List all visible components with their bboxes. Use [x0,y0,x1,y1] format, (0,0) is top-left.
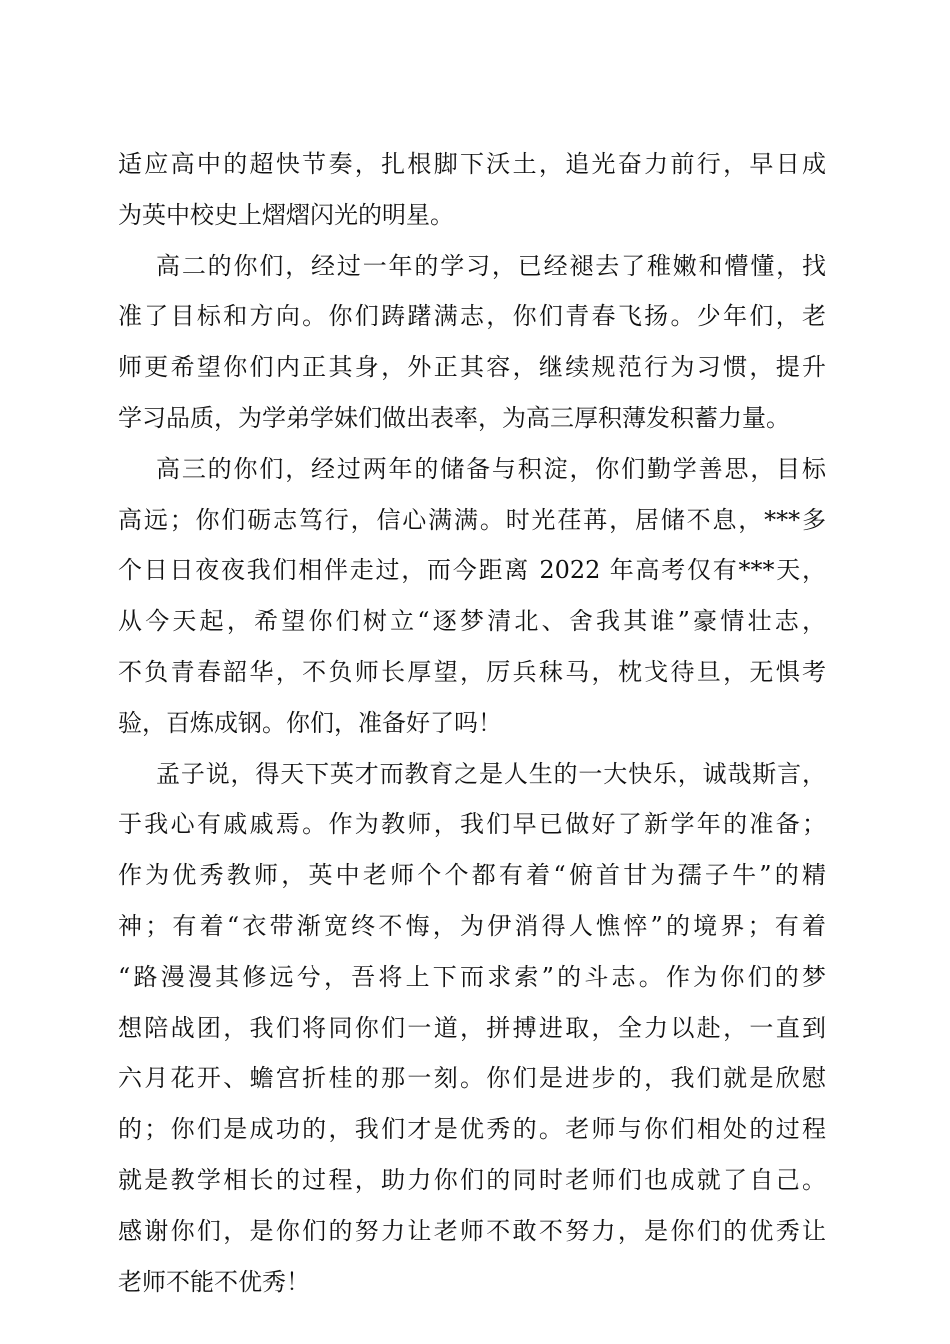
paragraph-4-line-1: 孟子说，得天下英才而教育之是人生的一大快乐，诚哉斯言， [156,759,826,788]
paragraph-3-line-2: 高远；你们砺志笃行，信心满满。时光荏苒，居储不息，***多 [118,505,826,534]
paragraph-4-line-9: 就是教学相长的过程，助力你们的同时老师们也成就了自己。 [118,1165,826,1194]
paragraph-4-line-2: 于我心有戚戚焉。作为教师，我们早已做好了新学年的准备； [118,810,826,839]
paragraph-3-line-3: 个日日夜夜我们相伴走过，而今距离 2022 年高考仅有***天， [118,556,826,585]
paragraph-2-line-2: 准了目标和方向。你们踌躇满志，你们青春飞扬。少年们，老 [118,302,826,331]
paragraph-4-line-8: 的；你们是成功的，我们才是优秀的。老师与你们相处的过程 [118,1115,826,1144]
paragraph-4-line-10: 感谢你们，是你们的努力让老师不敢不努力，是你们的优秀让 [118,1216,826,1245]
paragraph-4-line-4: 神；有着“衣带渐宽终不悔，为伊消得人憔悴”的境界；有着 [118,911,826,940]
paragraph-4-line-11: 老师不能不优秀！ [118,1267,310,1296]
paragraph-3-line-1: 高三的你们，经过两年的储备与积淀，你们勤学善思，目标 [156,454,826,483]
paragraph-4-line-3: 作为优秀教师，英中老师个个都有着“俯首甘为孺子牛”的精 [118,861,826,890]
paragraph-1-line-2: 为英中校史上熠熠闪光的明星。 [118,200,454,229]
paragraph-4-line-5: “路漫漫其修远兮，吾将上下而求索”的斗志。作为你们的梦 [118,962,826,991]
paragraph-4-line-6: 想陪战团，我们将同你们一道，拼搏进取，全力以赴，一直到 [118,1013,826,1042]
paragraph-2-line-1: 高二的你们，经过一年的学习，已经褪去了稚嫩和懵懂，找 [156,251,826,280]
paragraph-2-line-3: 师更希望你们内正其身，外正其容，继续规范行为习惯，提升 [118,353,826,382]
paragraph-1-line-1: 适应高中的超快节奏，扎根脚下沃土，追光奋力前行，早日成 [118,150,826,178]
paragraph-3-line-4: 从今天起，希望你们树立“逐梦清北、舍我其谁”豪情壮志， [118,607,826,636]
paragraph-2-line-4: 学习品质，为学弟学妹们做出表率，为高三厚积薄发积蓄力量。 [118,403,790,432]
document-body [118,139,826,1307]
paragraph-3-line-5: 不负青春韶华，不负师长厚望，厉兵秣马，枕戈待旦，无惧考 [118,657,826,686]
paragraph-3-line-6: 验，百炼成钢。你们，准备好了吗！ [118,708,502,737]
paragraph-4-line-7: 六月花开、蟾宫折桂的那一刻。你们是进步的，我们就是欣慰 [118,1064,826,1093]
